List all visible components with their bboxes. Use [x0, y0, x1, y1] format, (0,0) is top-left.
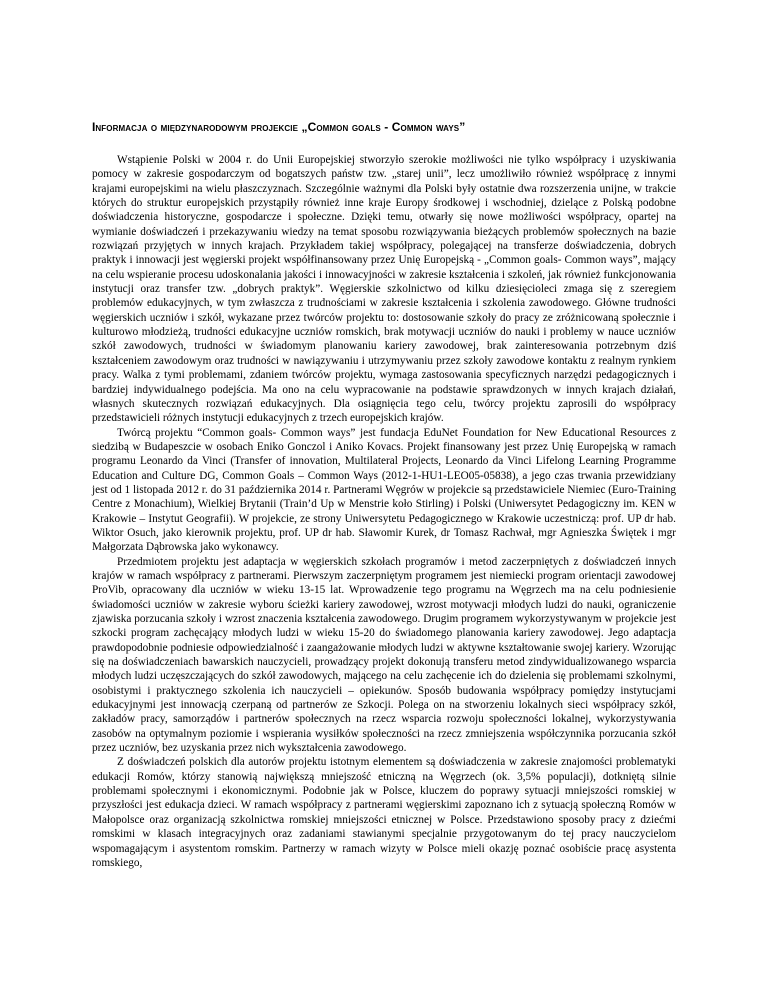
paragraph-2: Twórcą projektu “Common goals- Common ways” jest fundacja EduNet Foundation for New Educational Resources z siedzibą w Budapeszcie w osobach Eniko Gonczol i Aniko Kovacs. Projekt finansowany jest przez Unię Europejską w ramach programu Leonardo da Vinci (Transfer of innovation, Multilateral Projects, Leonardo da Vinci Lifelong Learning Programme Education and Culture DG, Common Goals – Common Ways (2012-1-HU1-LEO05-05838), a jego czas trwania przewidziany jest od 1 listopada 2012 r. do 31 października 2014 r. Partnerami Węgrów w projekcie są przedstawiciele Niemiec (Euro-Training Centre z Monachium), Wielkiej Brytanii (Train’d Up w Menstrie koło Stirling) i Polski (Uniwersytet Pedagogiczny im. KEN w Krakowie – Instytut Geografii). W projekcie, ze strony Uniwersytetu Pedagogicznego w Krakowie uczestniczą: prof. UP dr hab. Wiktor Osuch, jako kierownik projektu, prof. UP dr hab. Sławomir Kurek, dr Tomasz Rachwał, mgr Agnieszka Świętek i mgr Małgorzata Dąbrowska jako wykonawcy.	[92, 426, 676, 554]
paragraph-4: Z doświadczeń polskich dla autorów projektu istotnym elementem są doświadczenia w zakresie znajomości problematyki edukacji Romów, którzy stanowią największą mniejszość etniczną na Węgrzech (ok. 3,5% populacji), dotkniętą silnie problemami społecznymi i ekonomicznymi. Podobnie jak w Polsce, kluczem do poprawy sytuacji mniejszości romskiej w przyszłości jest edukacja dzieci. W ramach współpracy z partnerami węgierskimi zapoznano ich z sytuacją społeczną Romów w Małopolsce oraz organizacją szkolnictwa romskiej mniejszości etnicznej w Polsce. Przedstawiono sposoby pracy z dziećmi romskimi w klasach integracyjnych oraz zadaniami stawianymi specjalnie przygotowanym do tej pracy nauczycielom wspomagającym i asystentom romskim. Partnerzy w ramach wizyty w Polsce mieli okazję poznać osobiście pracę asystenta romskiego,	[92, 756, 676, 869]
paragraph-1: Wstąpienie Polski w 2004 r. do Unii Europejskiej stworzyło szerokie możliwości nie tylko współpracy i uzyskiwania pomocy w zakresie gospodarczym od bogatszych państw tzw. „starej unii”, lecz umożliwiło również współpracę z innymi krajami europejskimi na wielu płaszczyznach. Szczególnie ważnymi dla Polski były ostatnie dwa rozszerzenia unijne, w trakcie których do struktur europejskich przystąpiły również inne kraje Europy środkowej i wschodniej, dzielące z Polską podobne doświadczenia historyczne, gospodarcze i społeczne. Dzięki temu, otwarły się nowe możliwości współpracy, opartej na wymianie doświadczeń i przekazywaniu wiedzy na temat sposobu rozwiązywania bieżących problemów społecznych na bazie rozwiązań przyjętych w innych krajach. Przykładem takiej współpracy, polegającej na transferze doświadczenia, dobrych praktyk i innowacji jest węgierski projekt współfinansowany przez Unię Europejską - „Common goals- Common ways”, mający na celu wspieranie procesu udoskonalania jakości i innowacyjności w zakresie kształcenia i szkoleń, jak również funkcjonowania instytucji oraz transfer tzw. „dobrych praktyk”. Węgierskie szkolnictwo od kilku dziesięcioleci zmaga się z szeregiem problemów edukacyjnych, w tym zwłaszcza z trudnościami w zakresie kształcenia i szkolenia zawodowego. Główne trudności węgierskich uczniów i szkół, wykazane przez twórców projektu to: dostosowanie szkoły do pracy ze zróżnicowaną społecznie i kulturowo młodzieżą, trudności edukacyjne uczniów romskich, brak motywacji uczniów do nauki i problemy w nauce uczniów szkół zawodowych, trudności w świadomym planowaniu kariery zawodowej, brak zainteresowania potrzebnym dziś kształceniem zawodowym oraz trudności w nawiązywaniu i utrzymywaniu przez szkoły zawodowe kontaktu z realnym rynkiem pracy. Walka z tymi problemami, zdaniem twórców projektu, wymaga zastosowania specyficznych narzędzi pedagogicznych i bardziej indywidualnego podejścia. Ma ono na celu wypracowanie na podstawie sprawdzonych w innych krajach działań, własnych skutecznych rozwiązań edukacyjnych. Dla osiągnięcia tego celu, twórcy projektu zaprosili do współpracy przedstawicieli różnych instytucji edukacyjnych z trzech europejskich krajów.	[92, 154, 676, 425]
paragraph-3: Przedmiotem projektu jest adaptacja w węgierskich szkołach programów i metod zaczerpniętych z doświadczeń innych krajów w ramach współpracy z partnerami. Pierwszym zaczerpniętym programem jest niemiecki program orientacji zawodowej ProVib, opracowany dla uczniów w wieku 13-15 lat. Wprowadzenie tego programu na Węgrzech ma na celu podniesienie świadomości uczniów w zakresie wyboru ścieżki kariery zawodowej, wzrost motywacji młodych ludzi do nauki, ograniczenie zjawiska porzucania szkoły i wzrost znaczenia kształcenia zawodowego. Drugim programem wykorzystywanym w projekcie jest szkocki program zachęcający młodych ludzi w wieku 15-20 do świadomego planowania kariery zawodowej. Jego adaptacja prawdopodobnie podniesie odpowiedzialność i zaangażowanie młodych ludzi w aktywne kształtowanie swojej kariery. Wzorując się na doświadczeniach bawarskich nauczycieli, prowadzący projekt dokonują transferu metod zindywidualizowanego wsparcia młodych ludzi uczęszczających do szkół zawodowych, mającego na celu zachęcenie ich do dzielenia się problemami szkolnymi, osobistymi i praktycznego szkolenia ich nauczycieli – opiekunów. Sposób budowania współpracy pomiędzy instytucjami edukacyjnymi jest innowacją czerpaną od partnerów ze Szkocji. Polega on na stworzeniu lokalnych sieci współpracy szkół, zakładów pracy, samorządów i partnerów społecznych na rzecz wsparcia rozwoju społeczności lokalnej, wykorzystywania zasobów na optymalnym poziomie i wspierania wysiłków społeczności na rzecz zmniejszenia współczynnika porzucania szkół przez uczniów, bez uzyskania przez nich wykształcenia zawodowego.	[92, 555, 676, 755]
document-title: Informacja o międzynarodowym projekcie „Common goals - Common ways”	[92, 120, 466, 134]
document-body	[92, 153, 676, 870]
